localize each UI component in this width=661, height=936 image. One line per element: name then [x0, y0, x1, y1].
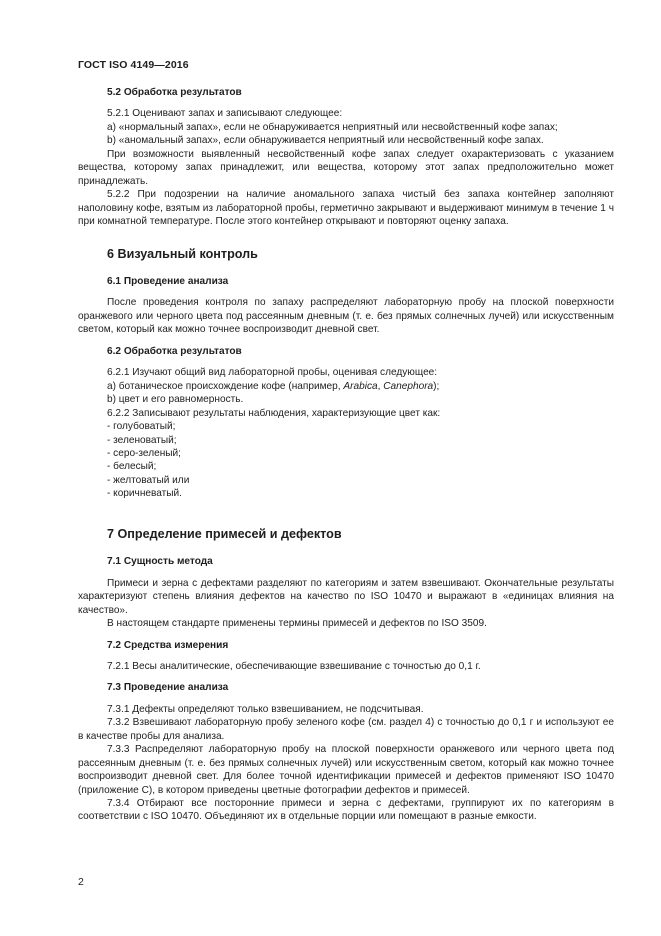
list-item-5-2-1-a: a) «нормальный запах», если не обнаруживается неприятный или несвойственный кофе запах;	[107, 121, 558, 133]
color-list-item: - желтоватый или	[107, 474, 190, 486]
list-item-6-2-1-a: a) ботаническое происхождение кофе (например, Arabica, Canephora);	[107, 380, 440, 392]
subsection-7-3-heading: 7.3 Проведение анализа	[107, 682, 229, 694]
document-header: ГОСТ ISO 4149—2016	[78, 59, 189, 71]
paragraph-6-1: После проведения контроля по запаху распределяют лабораторную пробу на плоской поверхности оранжевого или черного цвета под рассеянным дневным (т. е. без прямых солнечных лучей) или искусственным светом, который как можно точнее воспроизводит дневной свет.	[78, 297, 614, 336]
color-list-item: - коричневатый.	[107, 488, 182, 500]
list-item-5-2-1-b: b) «аномальный запах», если обнаруживается неприятный или несвойственный кофе запах.	[107, 135, 544, 147]
clause-7-3-4: 7.3.4 Отбирают все посторонние примеси и зерна с дефектами, группируют их по категориям в соответствии с ISO 10470. Объединяют их в отдельные порции или помещают в разные емкости.	[78, 798, 614, 823]
color-list-item: - серо-зеленый;	[107, 447, 181, 459]
clause-7-3-2: 7.3.2 Взвешивают лабораторную пробу зеленого кофе (см. раздел 4) с точностью до 0,1 г и используют ее в качестве пробы для анализа.	[78, 717, 614, 742]
color-list-item: - белесый;	[107, 461, 157, 473]
paragraph-5-2-1-note: При возможности выявленный несвойственный кофе запах следует охарактеризовать с указанием вещества, которому запах принадлежит, или вещества, которому этот запах предположительно может принадлежать.	[78, 148, 614, 187]
section-7-heading: 7 Определение примесей и дефектов	[107, 526, 342, 541]
subsection-7-2-heading: 7.2 Средства измерения	[107, 639, 229, 651]
canephora-term: Canephora	[383, 380, 434, 392]
clause-6-2-2: 6.2.2 Записывают результаты наблюдения, характеризующие цвет как:	[107, 407, 441, 419]
subsection-5-2-heading: 5.2 Обработка результатов	[107, 87, 242, 98]
clause-7-3-1: 7.3.1 Дефекты определяют только взвешиванием, не подсчитывая.	[107, 703, 424, 715]
page-number: 2	[78, 876, 84, 888]
color-list-item: - голубоватый;	[107, 421, 176, 433]
page-content	[78, 86, 614, 824]
subsection-7-1-heading: 7.1 Сущность метода	[107, 556, 213, 568]
section-6-heading: 6 Визуальный контроль	[107, 246, 258, 261]
subsection-6-2-heading: 6.2 Обработка результатов	[107, 345, 242, 357]
clause-7-2-1: 7.2.1 Весы аналитические, обеспечивающие взвешивание с точностью до 0,1 г.	[107, 660, 481, 672]
clause-6-2-1: 6.2.1 Изучают общий вид лабораторной пробы, оценивая следующее:	[107, 367, 438, 379]
paragraph-7-1-terms: В настоящем стандарте применены термины примесей и дефектов по ISO 3509.	[107, 618, 487, 630]
clause-5-2-1: 5.2.1 Оценивают запах и записывают следующее:	[107, 108, 343, 120]
color-list-item: - зеленоватый;	[107, 434, 177, 446]
paragraph-7-1: Примеси и зерна с дефектами разделяют по категориям и затем взвешивают. Окончательные результаты характеризуют степень влияния дефектов на качество по ISO 10470 и выражают в «единицах влияния на качество».	[78, 577, 614, 616]
list-item-6-2-1-b: b) цвет и его равномерность.	[107, 394, 244, 406]
clause-5-2-2: 5.2.2 При подозрении на наличие аномального запаха чистый без запаха контейнер заполняют наполовину кофе, взятым из лабораторной пробы, герметично закрывают и выдерживают минимум в течение 1 ч при комнатной температуре. После этого контейнер открывают и повторяют оценку запаха.	[78, 189, 614, 228]
arabica-term: Arabica	[343, 380, 378, 392]
clause-7-3-3: 7.3.3 Распределяют лабораторную пробу на плоской поверхности оранжевого или черного цвета под рассеянным дневным (т. е. без прямых солнечных лучей) или искусственным светом, который как можно точнее воспроизводит дневной свет. Для более точной идентификации примесей и дефектов применяют ISO 10470 (приложение С), в котором приведены цветные фотографии дефектов и примесей.	[78, 744, 614, 796]
subsection-6-1-heading: 6.1 Проведение анализа	[107, 275, 229, 287]
